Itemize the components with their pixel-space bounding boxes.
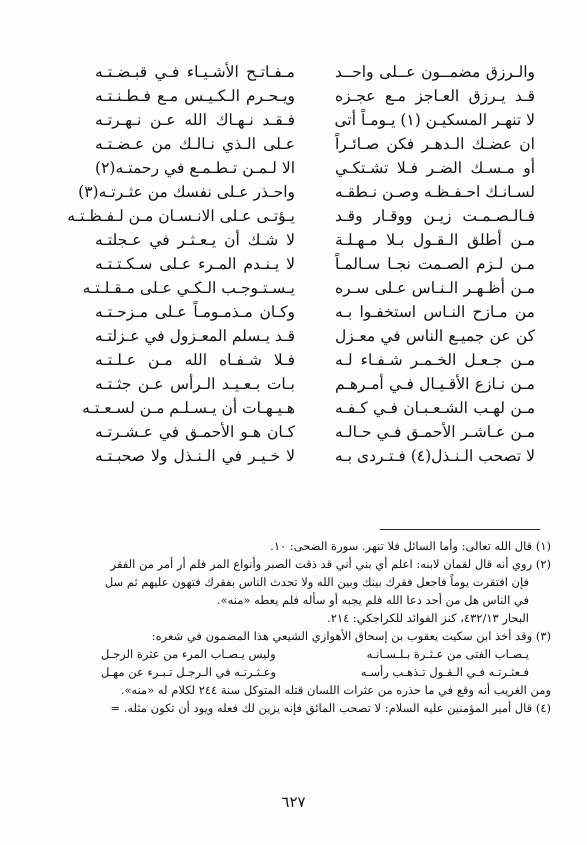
verse-hemistich: والـرزق مضمــون عــلى واحــد: [335, 63, 535, 81]
verse-hemistich: قـد يـرزق العـاجز مـع عجـزه: [335, 87, 535, 105]
verse-hemistich: هـيـهـات أن يـسـلـم مـن لسـعـتـه: [82, 399, 295, 417]
footnotes: [31, 537, 551, 717]
footnote-3-verse: [31, 663, 551, 681]
verse-hemistich: بـات بـعـيـد الـرأس عـن جثـتـه: [95, 375, 295, 393]
verse-hemistich: كـان هـو الأحمـق في عـشـرتـه: [95, 423, 295, 441]
verse-hemistich: كن عن جميـع الناس في معـزل: [335, 327, 535, 345]
poem-left-column: [67, 60, 295, 468]
verse-hemistich: لا خـيـر في الـنـذل ولا صحبـتـه: [95, 447, 295, 465]
verse-hemistich: عـلى الـذي نـالـك من عـضـتـه: [95, 135, 295, 153]
verse-hemistich: لا تصحب الـنـذل(٤) فـتـردى بـه: [334, 447, 535, 465]
verse-hemistich: أو مـسـك الضـر فـلا تشـتكـي: [335, 159, 535, 177]
verse-hemistich: لا شـك أن يـعـثـر في عـجلتـه: [95, 231, 295, 249]
verse-hemistich: مـن عـاشـر الأحمـق فـي حـالـه: [335, 423, 535, 441]
footnote-verse-hemistich: وعـثـرتـه في الـرجـل تـبـرء عن مهـل: [101, 665, 276, 679]
verse-hemistich: مـن جـعـل الخـمـر شـفـاء لـه: [335, 351, 535, 369]
footnote-2-continued: فإن افتقرت يوماً فاجعل فقرك بينك وبين الله ولا تحدث الناس بفقرك فتهون عليهم ثم سل: [104, 575, 529, 589]
footnote-verse-hemistich: فـعثـرتـه فـي الـقـول تـذهـب رأسـه: [360, 665, 529, 679]
verse-hemistich: ان عضـك الـدهـر فكن صـائـراً: [335, 135, 535, 153]
footnote-verse-hemistich: وليس يـصـاب المرء من عثرة الرجـل: [101, 647, 276, 661]
footnote-2-source: البحار ٤٣٢/١٣، كنز الفوائد للكراجكي: ٢١٤.: [327, 611, 529, 625]
verse-hemistich: فـلا شـفـاه الله مـن عـلـتـه: [95, 351, 295, 369]
verse-hemistich: يـسـتـوجـب الـكـي عـلى مـقـلـتـه: [82, 279, 295, 297]
footnote-4: (٤) قال أمير المؤمنين عليه السلام: لا تصحب المائق فإنه يزين لك فعله ويود أن تكون مثله. =: [110, 701, 551, 715]
footnote-1: (١) قال الله تعالى: وأما السائل فلا تنهر. سورة الضحى: ١٠.: [270, 539, 551, 553]
verse-hemistich: من مـازح النـاس استخفـوا بـه: [335, 303, 535, 321]
verse-hemistich: ويـحـرم الـكـيـس مـع فـطـنـتـه: [95, 87, 295, 105]
footnote-3-note: ومن الغريب أنه وقع في ما حذره من عثرات اللسان قتله المتوكل سنة ٢٤٤ لكلام له «منه».: [120, 683, 551, 697]
footnote-2: (٢) روي أنه قال لقمان لابنه: اعلم أي بني أني قد ذقت الصبر وأنواع المر فلم أر أمر من الفقر: [110, 557, 551, 571]
footnote-3-verse: [31, 645, 551, 663]
verse-hemistich: مـفـاتـح الأشـيـاء فـي قبـضـتـه: [95, 63, 295, 81]
verse-hemistich: فـقـد نـهـاك الله عـن نـهـرتـه: [95, 111, 295, 129]
page-number: ٦٢٧: [281, 793, 306, 811]
footnote-separator: [380, 529, 540, 530]
verse-hemistich: لسـانـك احـفـظـه وصـن نـطقـه: [334, 183, 535, 201]
verse-hemistich: يـؤتـى عـلى الانـسـان مـن لـفـظـتـه: [67, 207, 295, 225]
verse-hemistich: الا لـمـن تـطـمـع في رحمتـه(٢): [95, 159, 295, 177]
verse-hemistich: واحـذر عـلى نفسك من عثـرتـه(٣): [78, 183, 295, 201]
verse-hemistich: لا تنهـر المسكيـن (١) يـومـاً أتى: [334, 111, 535, 129]
verse-hemistich: وكـان مـذمـومـاً عـلى مـزحـتـه: [95, 303, 295, 321]
footnote-2-continued: في الناس هل من أحد دعا الله فلم يجبه أو سأله فلم يعطه «منه».: [216, 593, 529, 607]
verse-hemistich: مـن لهـب الشـعـبـان فـي كـفـه: [335, 399, 535, 417]
poem-right-column: [335, 60, 535, 468]
verse-hemistich: قـد يـسلم المعـزول في عـزلتـه: [94, 327, 295, 345]
footnote-verse-hemistich: يـصـاب الفتى من عـثـرة بـلـسـانـه: [366, 647, 529, 661]
verse-hemistich: لا يـنـدم المـرء عـلى سـكـتـتـه: [95, 255, 295, 273]
footnote-3: (٣) وقد أخذ ابن سكيت يعقوب بن إسحاق الأهوازي الشيعي هذا المضمون في شعره:: [151, 629, 551, 643]
verse-hemistich: مـن نـازع الأقـيـال فـي أمـرهـم: [335, 375, 535, 393]
verse-hemistich: مـن أطلق الـقـول بـلا مـهـلـة: [335, 231, 535, 249]
verse-hemistich: مـن لـزم الصـمت نجـا سـالمـاً: [335, 255, 535, 273]
poem: [67, 60, 535, 520]
verse-hemistich: مـن أظـهـر الـنـاس عـلى سـره: [335, 279, 535, 297]
verse-hemistich: فـالـصـمـت زيـن ووقـار وقـد: [335, 207, 535, 225]
